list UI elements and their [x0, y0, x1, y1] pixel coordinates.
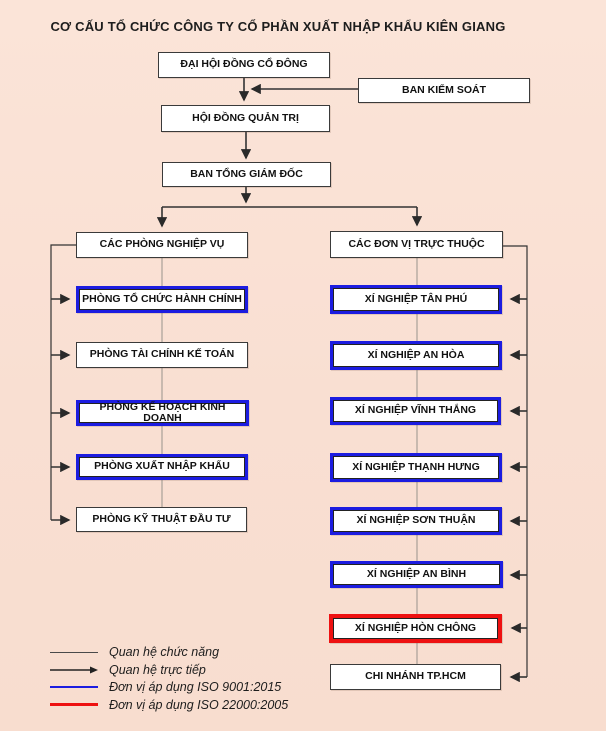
org-node-right-header: CÁC ĐƠN VỊ TRỰC THUỘC	[330, 231, 503, 258]
page-title: CƠ CẤU TỔ CHỨC CÔNG TY CỔ PHẦN XUẤT NHẬP KHẨU KIÊN GIANG	[50, 19, 506, 34]
legend	[50, 644, 288, 714]
legend-row-functional	[50, 644, 288, 660]
left-rail	[51, 245, 76, 520]
legend-label: Đơn vị áp dụng ISO 9001:2015	[109, 680, 282, 694]
legend-label: Quan hệ chức năng	[109, 645, 220, 659]
org-node-unit-an-hoa: XÍ NGHIỆP AN HÒA	[330, 341, 502, 370]
org-node-dept-tai-chinh-ke-toan: PHÒNG TÀI CHÍNH KẾ TOÁN	[76, 342, 248, 368]
org-node-general-directors: BAN TỔNG GIÁM ĐỐC	[162, 162, 331, 187]
right-rail	[503, 246, 527, 677]
legend-label: Quan hệ trực tiếp	[109, 662, 206, 677]
org-node-dept-to-chuc-hanh-chinh: PHÒNG TỔ CHỨC HÀNH CHÍNH	[76, 286, 248, 313]
org-node-shareholders: ĐẠI HỘI ĐỒNG CỔ ĐÔNG	[158, 52, 330, 78]
plain-line-swatch	[50, 652, 98, 653]
org-node-dept-xuat-nhap-khau: PHÒNG XUẤT NHẬP KHẨU	[76, 454, 248, 480]
org-node-supervisory-board: BAN KIỂM SOÁT	[358, 78, 530, 103]
org-node-unit-an-binh: XÍ NGHIỆP AN BÌNH	[330, 561, 503, 588]
legend-label: Đơn vị áp dụng ISO 22000:2005	[109, 697, 289, 712]
org-node-branch-tphcm: CHI NHÁNH TP.HCM	[330, 664, 501, 690]
org-node-unit-son-thuan: XÍ NGHIỆP SƠN THUẬN	[330, 507, 502, 535]
red-line-swatch	[50, 703, 98, 707]
org-node-board-of-directors: HỘI ĐỒNG QUẢN TRỊ	[161, 105, 330, 132]
blue-line-swatch	[50, 686, 98, 689]
org-node-unit-tan-phu: XÍ NGHIỆP TÂN PHÚ	[330, 285, 502, 314]
org-node-unit-hon-chong: XÍ NGHIỆP HÒN CHÔNG	[329, 614, 502, 643]
arrow-line-swatch	[50, 665, 98, 675]
org-node-dept-ky-thuat-dau-tu: PHÒNG KỸ THUẬT ĐẦU TƯ	[76, 507, 247, 532]
legend-row-iso22000	[50, 697, 288, 713]
org-node-unit-thanh-hung: XÍ NGHIỆP THẠNH HƯNG	[330, 453, 502, 482]
legend-row-direct	[50, 662, 288, 678]
arrow-swatch-icon	[50, 665, 98, 675]
org-node-unit-vinh-thang: XÍ NGHIỆP VĨNH THẮNG	[330, 397, 501, 425]
legend-row-iso9001	[50, 679, 288, 695]
org-node-left-header: CÁC PHÒNG NGHIỆP VỤ	[76, 232, 248, 258]
org-node-dept-ke-hoach-kinh-doanh: PHÒNG KẾ HOẠCH KINH DOANH	[76, 400, 249, 426]
